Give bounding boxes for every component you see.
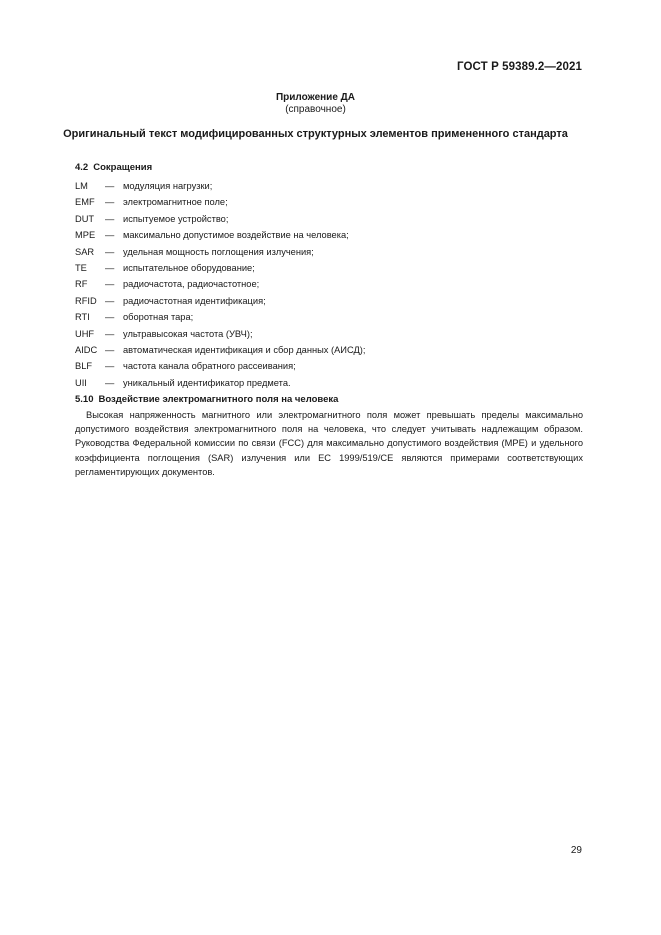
page-number: 29 bbox=[570, 845, 582, 856]
abbreviations-title: Сокращения bbox=[93, 162, 153, 173]
abbreviation-code: RF bbox=[75, 279, 88, 290]
abbreviation-dash: — bbox=[105, 213, 115, 224]
abbreviation-code: BLF bbox=[75, 361, 93, 372]
abbreviation-code: EMF bbox=[75, 197, 95, 208]
abbreviation-definition: автоматическая идентификация и сбор данных (АИСД); bbox=[123, 344, 366, 355]
exposure-title: Воздействие электромагнитного поля на человека bbox=[98, 394, 339, 405]
abbreviation-code: RTI bbox=[75, 312, 90, 323]
abbreviation-row bbox=[75, 359, 595, 375]
abbreviation-definition: испытательное оборудование; bbox=[123, 262, 255, 273]
annex-title: Приложение ДА bbox=[275, 92, 356, 103]
abbreviation-row bbox=[75, 376, 595, 392]
abbreviation-row bbox=[75, 327, 595, 343]
annex-heading bbox=[0, 92, 631, 116]
abbreviation-code: DUT bbox=[75, 213, 95, 224]
abbreviation-dash: — bbox=[105, 344, 115, 355]
abbreviation-definition: электромагнитное поле; bbox=[123, 197, 228, 208]
abbreviation-dash: — bbox=[105, 361, 115, 372]
abbreviation-code: LM bbox=[75, 181, 88, 191]
abbreviation-dash: — bbox=[105, 295, 115, 306]
abbreviation-definition: модуляция нагрузки; bbox=[123, 181, 213, 191]
abbreviation-dash: — bbox=[105, 279, 115, 290]
abbreviation-dash: — bbox=[105, 197, 115, 208]
abbreviation-code: UHF bbox=[75, 328, 95, 339]
abbreviation-row bbox=[75, 245, 595, 261]
abbreviation-dash: — bbox=[105, 181, 115, 191]
abbreviations-heading bbox=[75, 162, 152, 173]
abbreviation-definition: удельная мощность поглощения излучения; bbox=[123, 246, 314, 257]
abbreviation-dash: — bbox=[105, 262, 115, 273]
abbreviation-row bbox=[75, 228, 595, 244]
abbreviation-dash: — bbox=[105, 230, 115, 241]
abbreviation-code: UII bbox=[75, 377, 87, 388]
abbreviation-dash: — bbox=[105, 328, 115, 339]
document-code: ГОСТ Р 59389.2—2021 bbox=[457, 61, 582, 73]
abbreviation-code: MPE bbox=[75, 230, 96, 241]
abbreviation-definition: испытуемое устройство; bbox=[123, 213, 229, 224]
abbreviation-definition: радиочастота, радиочастотное; bbox=[123, 279, 260, 290]
abbreviation-dash: — bbox=[105, 312, 115, 323]
abbreviation-row bbox=[75, 179, 595, 195]
abbreviation-code: RFID bbox=[75, 295, 97, 306]
exposure-paragraph: Высокая напряженность магнитного или электромагнитного поля может превышать пределы максимально допустимого воздействия электромагнитного поля на человека, что следует учитывать надлежащим образом. Руководства Федеральной комиссии по связи (FCC) для максимально допустимого воздействия (МРЕ) и удельного коэффициента поглощения (SAR) излучения или ЕС 1999/519/СЕ являются примерами соответствующих регламентирующих документов. bbox=[75, 410, 583, 477]
abbreviation-definition: оборотная тара; bbox=[123, 312, 194, 323]
abbreviation-code: SAR bbox=[75, 246, 95, 257]
abbreviation-row bbox=[75, 310, 595, 326]
exposure-number: 5.10 bbox=[75, 394, 94, 405]
abbreviation-definition: радиочастотная идентификация; bbox=[123, 295, 266, 306]
abbreviation-code: TE bbox=[75, 262, 87, 273]
section-heading: Оригинальный текст модифицированных структурных элементов примененного стандарта bbox=[63, 128, 568, 140]
abbreviation-row bbox=[75, 261, 595, 277]
abbreviation-row bbox=[75, 294, 595, 310]
abbreviation-code: AIDC bbox=[75, 344, 98, 355]
abbreviation-definition: ультравысокая частота (УВЧ); bbox=[123, 328, 253, 339]
abbreviation-row bbox=[75, 277, 595, 293]
abbreviation-dash: — bbox=[105, 246, 115, 257]
abbreviation-definition: максимально допустимое воздействие на человека; bbox=[123, 230, 349, 241]
abbreviation-row bbox=[75, 343, 595, 359]
abbreviations-number: 4.2 bbox=[75, 162, 89, 173]
exposure-heading bbox=[75, 394, 338, 405]
annex-subtitle: (справочное) bbox=[285, 104, 346, 115]
abbreviation-dash: — bbox=[105, 377, 115, 388]
abbreviation-row bbox=[75, 195, 595, 211]
abbreviation-definition: частота канала обратного рассеивания; bbox=[123, 361, 296, 372]
abbreviation-definition: уникальный идентификатор предмета. bbox=[123, 377, 291, 388]
abbreviations-list bbox=[75, 179, 595, 392]
abbreviation-row bbox=[75, 212, 595, 228]
